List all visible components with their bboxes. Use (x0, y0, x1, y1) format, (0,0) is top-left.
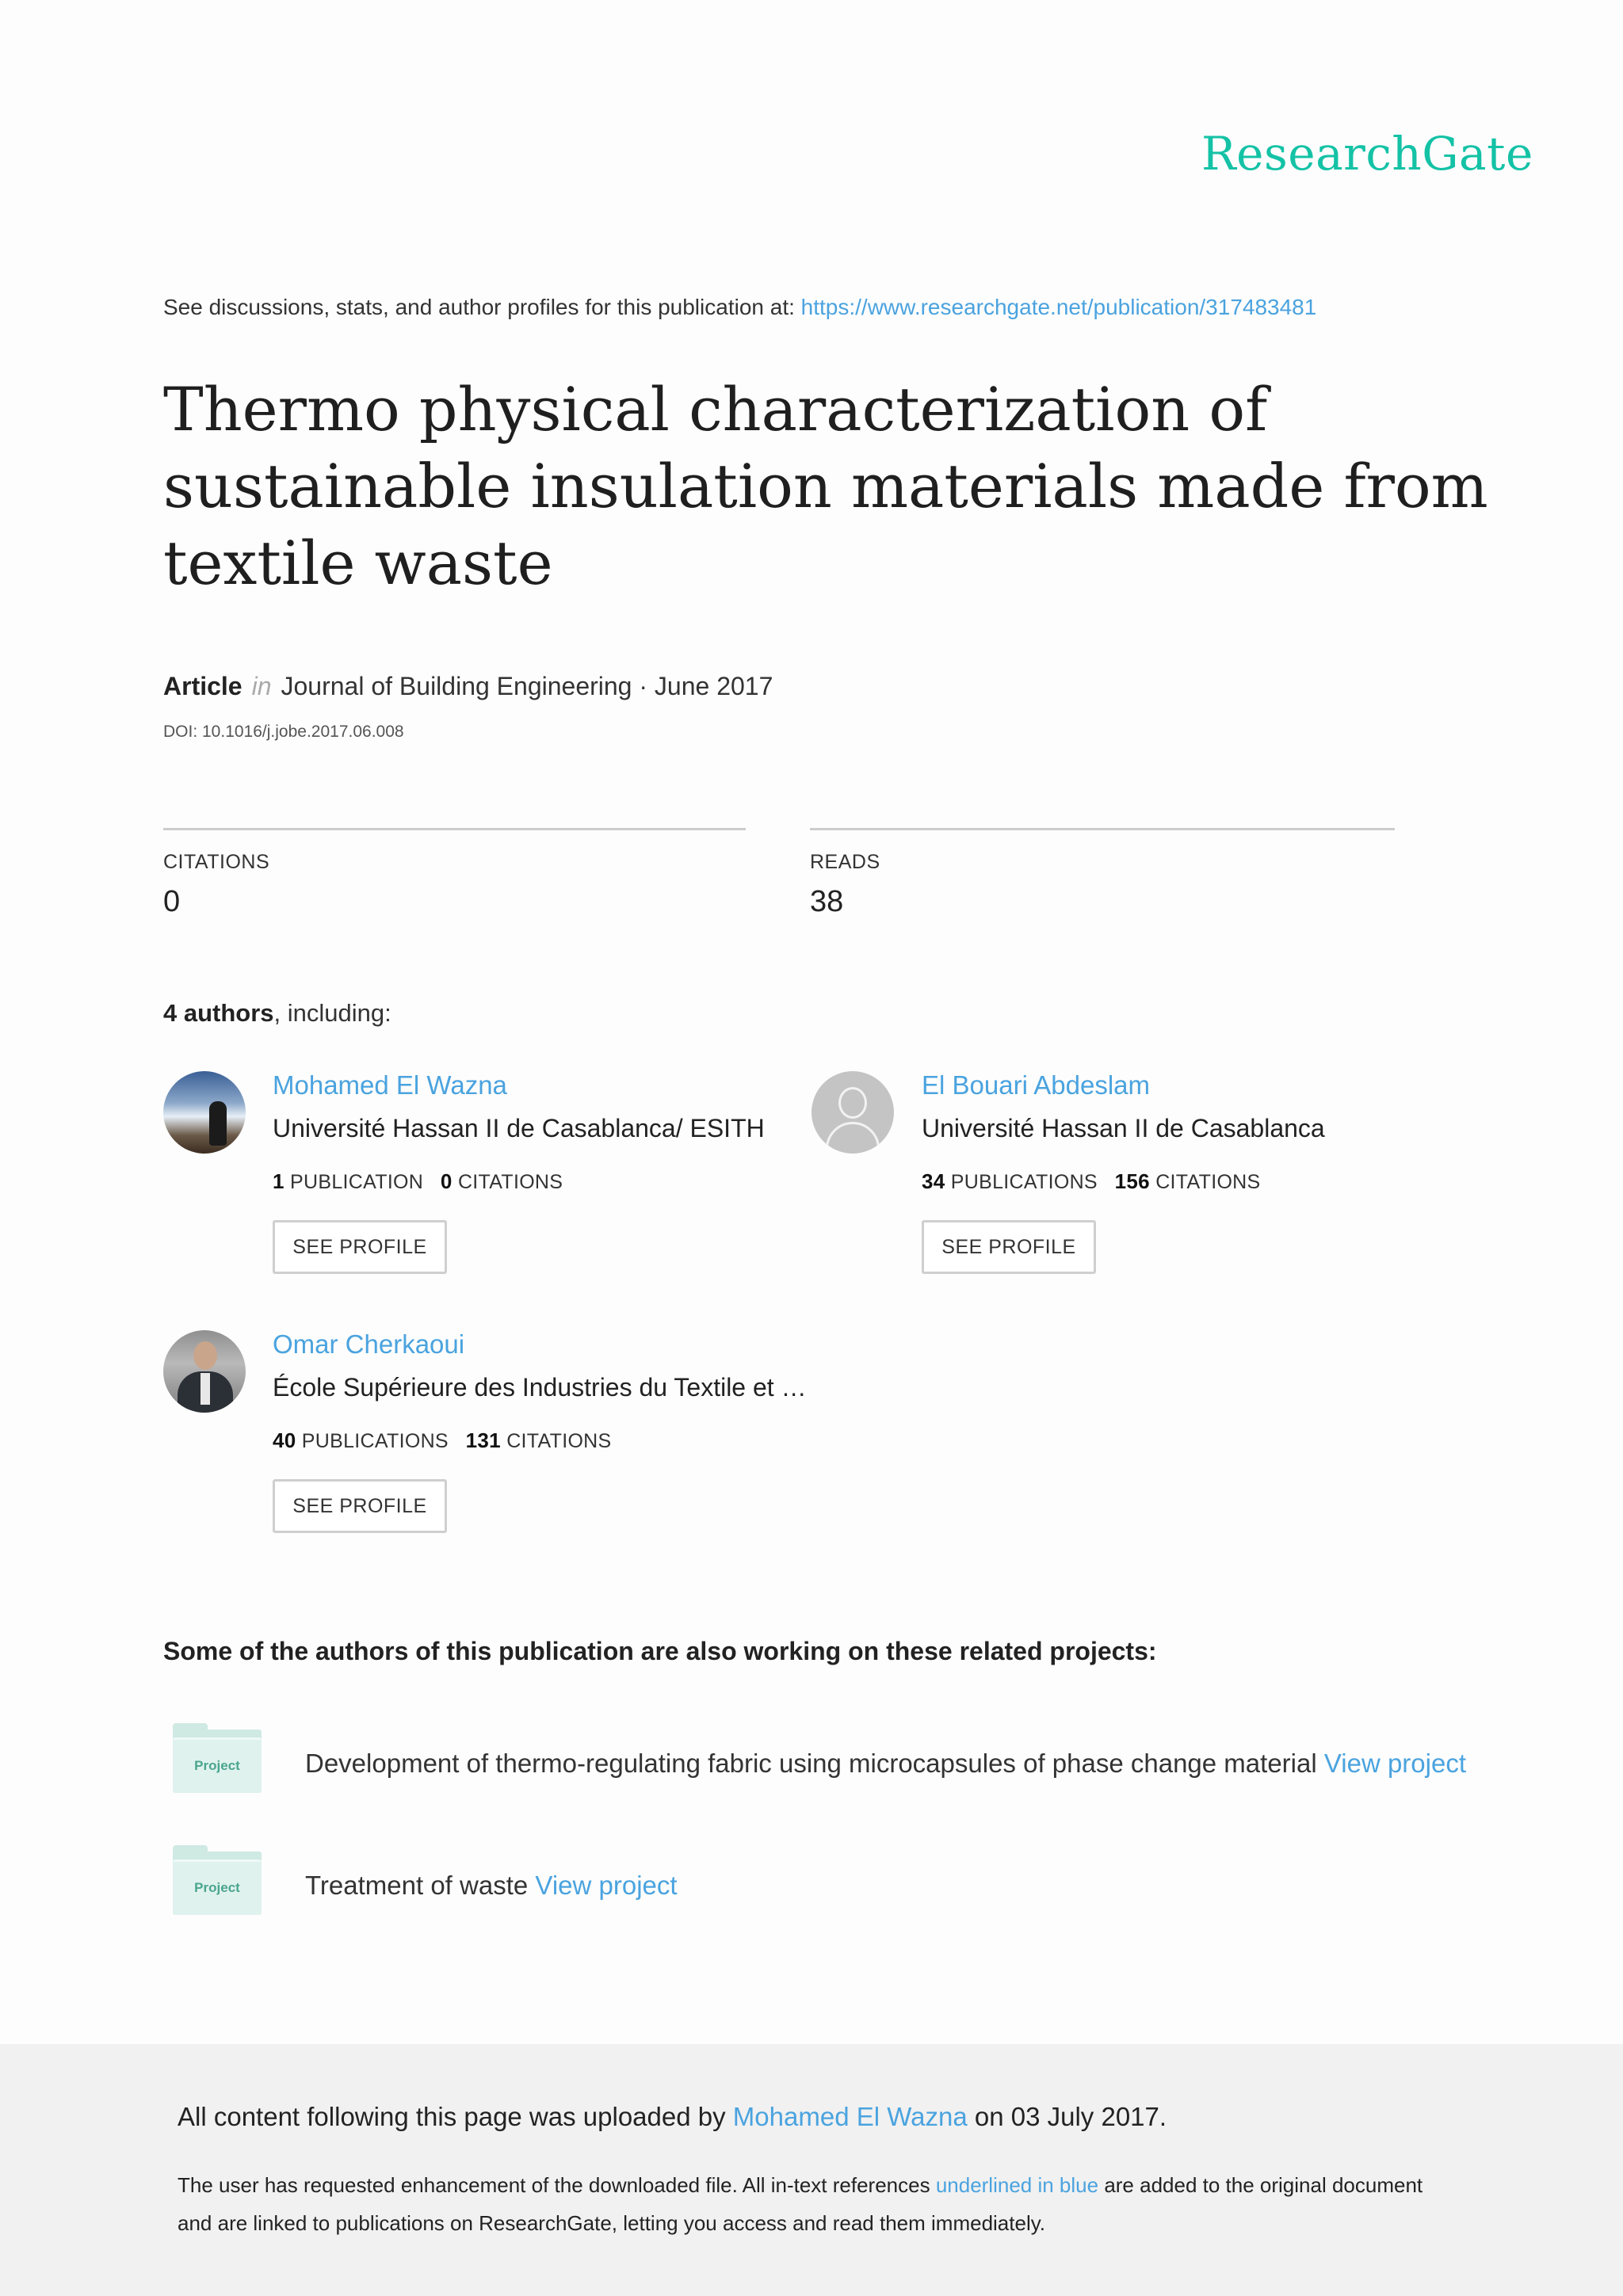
note-prefix: The user has requested enhancement of the downloaded file. All in-text references (178, 2173, 936, 2197)
citations-label: CITATIONS (163, 851, 270, 873)
author-institution: École Supérieure des Industries du Textile et … (273, 1373, 807, 1402)
citations-divider (163, 828, 746, 830)
doi-text: DOI: 10.1016/j.jobe.2017.06.008 (163, 723, 404, 741)
publication-type: Article (163, 672, 242, 700)
reads-divider (810, 828, 1395, 830)
default-avatar-head (838, 1087, 867, 1119)
title-line: textile waste (163, 528, 553, 598)
authors-heading-rest: , including: (273, 999, 391, 1027)
authors-heading (163, 999, 391, 1028)
folder-label: Project (194, 1758, 240, 1773)
publication-count: 34 (922, 1169, 945, 1193)
publication-meta (163, 672, 773, 701)
upload-info (178, 2102, 1167, 2132)
citations-value: 0 (163, 885, 181, 918)
view-project-link[interactable]: View project (1323, 1749, 1466, 1778)
journal-info: Journal of Building Engineering · June 2017 (281, 672, 773, 700)
underlined-in-blue-text: underlined in blue (935, 2173, 1099, 2197)
publication-count: 1 (273, 1169, 285, 1193)
note-line-2: and are linked to publications on ResearchGate, letting you access and read them immediately. (178, 2211, 1046, 2235)
citation-count: 0 (440, 1169, 453, 1193)
author-stats (922, 1169, 1261, 1194)
citation-count: 156 (1114, 1169, 1150, 1193)
author-name-link[interactable]: El Bouari Abdeslam (922, 1070, 1150, 1100)
default-avatar-body (826, 1122, 880, 1154)
project-title: Treatment of waste (305, 1871, 536, 1900)
title-line: sustainable insulation materials made from (163, 451, 1488, 521)
reads-value: 38 (810, 885, 844, 918)
see-profile-button[interactable]: SEE PROFILE (273, 1220, 447, 1274)
avatar-shirt (200, 1373, 210, 1405)
publication-label: PUBLICATIONS (950, 1171, 1098, 1193)
author-avatar[interactable] (163, 1071, 246, 1154)
author-institution: Université Hassan II de Casablanca/ ESITH (273, 1114, 765, 1142)
uploader-link[interactable]: Mohamed El Wazna (732, 2102, 968, 2131)
publication-count: 40 (273, 1428, 296, 1452)
discussion-prefix: See discussions, stats, and author profiles for this publication at: (163, 295, 801, 319)
upload-suffix: on 03 July 2017. (967, 2102, 1167, 2131)
author-institution: Université Hassan II de Casablanca (922, 1114, 1325, 1142)
citation-count: 131 (465, 1428, 501, 1452)
author-name-link[interactable]: Omar Cherkaoui (273, 1329, 465, 1359)
reads-label: READS (810, 851, 880, 873)
upload-prefix: All content following this page was uploaded by (178, 2102, 733, 2131)
avatar-face (193, 1341, 217, 1370)
note-suffix: are added to the original document (1098, 2173, 1423, 2197)
author-avatar[interactable] (163, 1330, 246, 1413)
authors-count: 4 authors (163, 999, 274, 1027)
note-line-1 (178, 2166, 1525, 2204)
author-name-link[interactable]: Mohamed El Wazna (273, 1070, 507, 1100)
citation-label: CITATIONS (457, 1171, 563, 1193)
author-stats (273, 1169, 563, 1194)
project-folder-icon (173, 1723, 262, 1793)
view-project-link[interactable]: View project (535, 1871, 678, 1900)
publication-label: PUBLICATION (290, 1171, 424, 1193)
project-item (305, 1749, 1466, 1779)
related-projects-heading: Some of the authors of this publication are also working on these related projects: (163, 1637, 1157, 1665)
citation-label: CITATIONS (506, 1430, 612, 1452)
project-folder-icon (173, 1845, 262, 1915)
title-line: Thermo physical characterization of (163, 374, 1268, 444)
citation-label: CITATIONS (1155, 1171, 1261, 1193)
see-profile-button[interactable]: SEE PROFILE (273, 1479, 447, 1533)
project-title: Development of thermo-regulating fabric using microcapsules of phase change material (305, 1749, 1324, 1778)
in-label: in (251, 672, 272, 700)
researchgate-logo[interactable]: ResearchGate (1201, 127, 1533, 181)
enhancement-note (178, 2166, 1525, 2242)
publication-label: PUBLICATIONS (301, 1430, 449, 1452)
folder-label: Project (194, 1880, 240, 1895)
avatar-photo (209, 1101, 227, 1146)
author-avatar[interactable] (812, 1071, 894, 1154)
discussion-line (163, 295, 1316, 320)
author-stats (273, 1428, 612, 1453)
publication-url-link[interactable]: https://www.researchgate.net/publication/317483481 (800, 295, 1317, 319)
publication-title (163, 371, 1510, 601)
project-item (305, 1871, 678, 1901)
see-profile-button[interactable]: SEE PROFILE (922, 1220, 1096, 1274)
